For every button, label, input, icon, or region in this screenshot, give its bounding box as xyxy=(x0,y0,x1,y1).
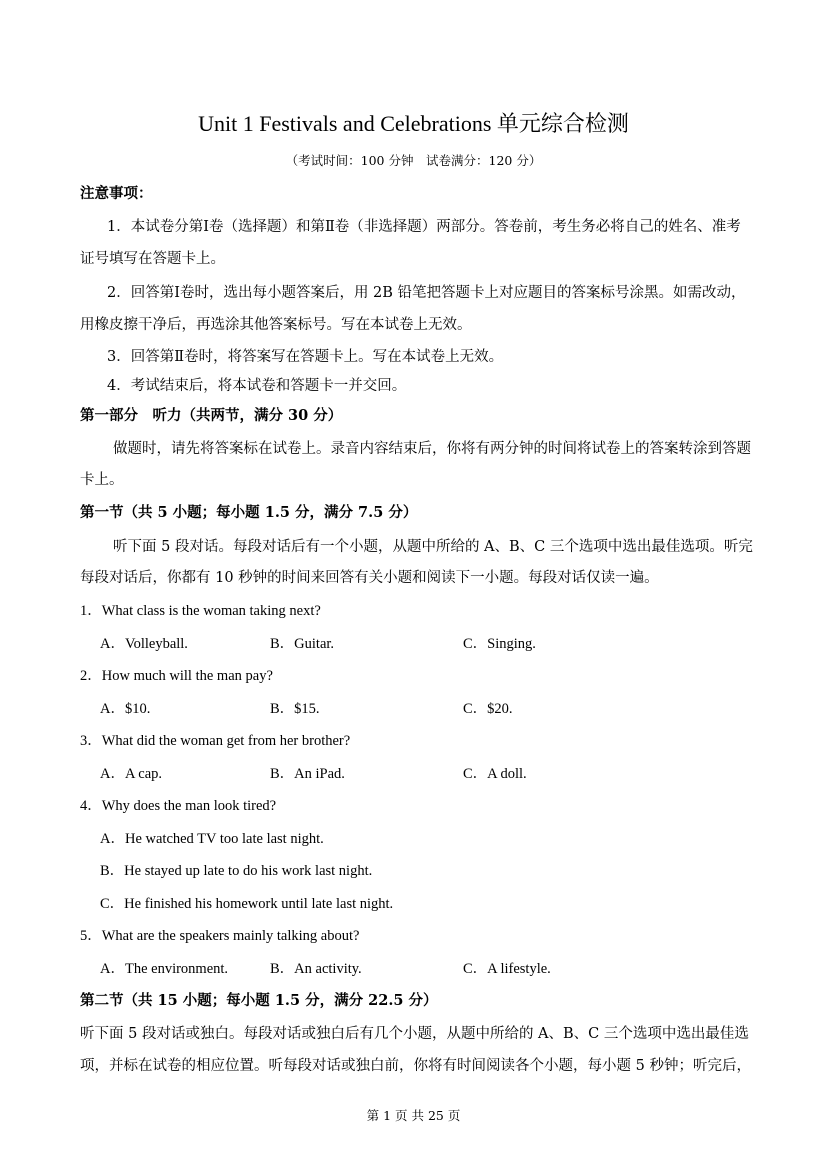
notice-item-1-line-2: 证号填写在答题卡上。 xyxy=(80,251,225,267)
page-footer: 第 1 页 共 25 页 xyxy=(366,1108,461,1123)
question-1-option-c: C．Singing. xyxy=(463,636,536,652)
question-3-stem: 3．What did the woman get from her brother? xyxy=(80,733,351,749)
question-2-stem: 2．How much will the man pay? xyxy=(80,668,273,684)
question-3-option-b: B．An iPad. xyxy=(270,766,345,782)
question-2-option-b: B．$15. xyxy=(270,701,320,717)
question-5-option-c: C．A lifestyle. xyxy=(463,961,551,977)
section2-intro-line-2: 项，并标在试卷的相应位置。听每段对话或独白前，你将有时间阅读各个小题，每小题 5 秒钟；听完后， xyxy=(80,1058,751,1074)
section1-intro-line-1: 听下面 5 段对话。每段对话后有一个小题，从题中所给的 A、B、C 三个选项中选出最佳选项。听完 xyxy=(113,539,753,555)
question-2-option-a: A．$10. xyxy=(100,701,151,717)
section1-heading: 第一节（共 5 小题；每小题 1.5 分，满分 7.5 分） xyxy=(80,504,418,521)
question-3-option-c: C．A doll. xyxy=(463,766,527,782)
part1-intro-line-1: 做题时，请先将答案标在试卷上。录音内容结束后，你将有两分钟的时间将试卷上的答案转涂到答题 xyxy=(113,441,751,457)
part1-heading: 第一部分 听力（共两节，满分 30 分） xyxy=(80,407,343,424)
notice-item-2-line-2: 用橡皮擦干净后，再选涂其他答案标号。写在本试卷上无效。 xyxy=(80,317,472,333)
question-1-option-a: A．Volleyball. xyxy=(100,636,188,652)
section2-heading: 第二节（共 15 小题；每小题 1.5 分，满分 22.5 分） xyxy=(80,992,438,1009)
question-5-option-a: A．The environment. xyxy=(100,961,229,977)
question-1-option-b: B．Guitar. xyxy=(270,636,335,652)
question-4-option-b: B．He stayed up late to do his work last night. xyxy=(100,863,373,879)
question-4-option-c: C．He finished his homework until late last night. xyxy=(100,896,394,912)
section1-intro-line-2: 每段对话后，你都有 10 秒钟的时间来回答有关小题和阅读下一小题。每段对话仅读一遍。 xyxy=(80,570,659,586)
section2-intro-line-1: 听下面 5 段对话或独白。每段对话或独白后有几个小题，从题中所给的 A、B、C 三个选项中选出最佳选 xyxy=(80,1026,749,1042)
notice-item-2-line-1: 2．回答第Ⅰ卷时，选出每小题答案后，用 2B 铅笔把答题卡上对应题目的答案标号涂黑。如需改动， xyxy=(107,285,746,301)
notice-item-3: 3．回答第Ⅱ卷时，将答案写在答题卡上。写在本试卷上无效。 xyxy=(107,349,504,365)
question-2-option-c: C．$20. xyxy=(463,701,513,717)
notice-heading: 注意事项： xyxy=(80,185,153,202)
notice-item-1-line-1: 1．本试卷分第Ⅰ卷（选择题）和第Ⅱ卷（非选择题）两部分。答卷前，考生务必将自己的姓名、准考 xyxy=(107,219,741,235)
exam-info: （考试时间：100 分钟 试卷满分：120 分） xyxy=(285,153,542,168)
question-5-stem: 5．What are the speakers mainly talking about? xyxy=(80,928,360,944)
question-3-option-a: A．A cap. xyxy=(100,766,163,782)
question-4-stem: 4．Why does the man look tired? xyxy=(80,798,277,814)
question-1-stem: 1．What class is the woman taking next? xyxy=(80,603,321,619)
page-title: Unit 1 Festivals and Celebrations 单元综合检测 xyxy=(198,111,629,136)
question-5-option-b: B．An activity. xyxy=(270,961,362,977)
part1-intro-line-2: 卡上。 xyxy=(80,472,124,488)
question-4-option-a: A．He watched TV too late last night. xyxy=(100,831,324,847)
notice-item-4: 4．考试结束后，将本试卷和答题卡一并交回。 xyxy=(107,378,407,394)
